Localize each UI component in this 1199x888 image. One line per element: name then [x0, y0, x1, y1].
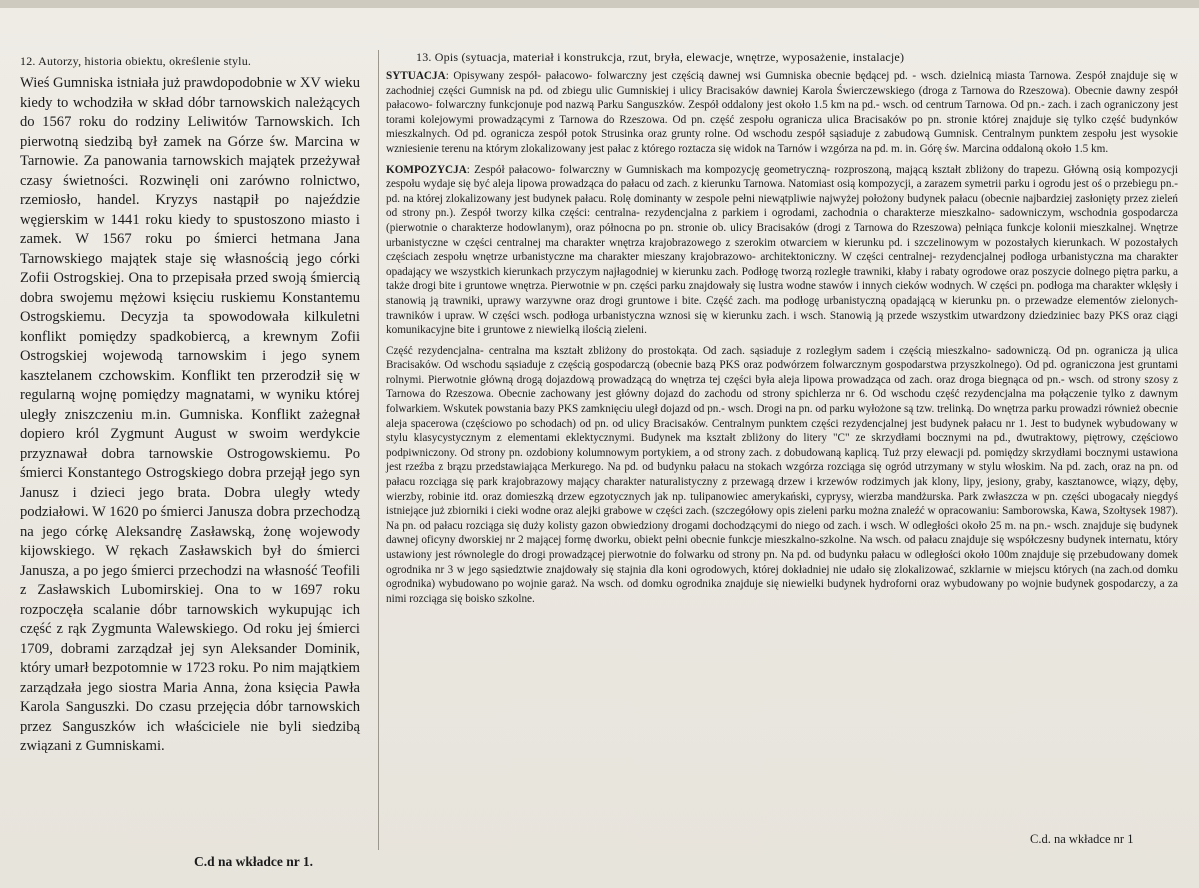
column-divider	[378, 50, 379, 850]
scan-edge	[0, 0, 1199, 8]
continuation-note-left: C.d na wkładce nr 1.	[194, 854, 314, 869]
history-text: Wieś Gumniska istniała już prawdopodobnie w XV wieku kiedy to wchodziła w skład dóbr tarnowskich należących do 1567 roku do rodziny Leliwitów Tarnowskich. Ich pierwotną siedzibą był zamek na Górze św. Marcina w Tarnowie. Za panowania tarnowskich majątek przeżywał czasy świetności. Rozwinęli oni zarówno rolnictwo, rzemiosło, handel. Kryzys nastąpił po najeździe węgierskim w 1441 roku kiedy to spustoszono miasto i zamek. W 1567 roku po śmierci hetmana Jana Tarnowskiego majątek staje się własnością jego córki Zofii Ostrogskiej. Ona to przepisała przed swoją śmiercią dobra swojemu mężowi księciu ruskiemu Konstantemu Ostrogskiemu. Decyzja ta spowodowała kilkuletni konflikt pomiędzy spadkobiercą, a krewnym Zofii Ostrogskiej wojewodą tarnowskim i jego synem kasztelanem czchowskim. Konflikt ten przerodził się w regularną wojnę pomiędzy magnatami, w wyniku której uległy zniszczeniu m.in. Gumniska. Konflikt zażegnał dopiero król Zygmunt August w swoim werdykcie przyznawał dobra tarnowskie Ostrogowskiemu. Po śmierci Konstantego Ostrogskiego dobra przejął jego syn Janusz i dzieci jego brata. Dobra uległy wtedy podziałowi. W 1620 po śmierci Janusza dobra przechodzą na jego córkę Aleksandrę Zasławską, żonę wojewody kijowskiego. W rękach Zasławskich był do śmierci Janusza, a po jego śmierci przechodzi na własność Teofili z Zasławskich Lubomirskiej. Ona to w 1697 roku rozpoczęła scalanie dóbr tarnowskich wykupując ich część z rąk Zygmunta Walewskiego. Od roku jej śmierci 1709, dobrami zarządzał jej syn Aleksander Dominik, który umarł bezpotomnie w 1723 roku. Po nim majątkiem zarządzała jego siostra Maria Anna, żona księcia Pawła Karola Sanguszki. Do czasu przejęcia dóbr tarnowskich przez Sanguszków ich właściciele nie byli siedzibą związani z Gumniskami.	[20, 75, 361, 754]
continuation-note-right: C.d. na wkładce nr 1	[1030, 832, 1134, 846]
description-column	[386, 50, 1178, 862]
kompozycja-paragraph	[386, 163, 1178, 338]
history-heading: 12. Autorzy, historia obiektu, określenie stylu.	[20, 54, 252, 68]
sytuacja-text: : Opisywany zespół- pałacowo- folwarczny jest częścią dawnej wsi Gumniska obecnie będącej pd. - wsch. dzielnicą miasta Tarnowa. Zespół znajduje się w zachodniej części Gumnisk na pd. od zbiegu ulic Gumniskiej i ulicy Bracisaków dawniej Karola Świerczewskiego (droga z Tarnowa do Rzeszowa). Obecnie dawny zespół pałacowo- folwarczny funkcjonuje pod nazwą Parku Sanguszków. Zespół oddalony jest około 1.5 km na pd.- wsch. od centrum Tarnowa. Od pn.- zach. i zach ograniczony jest torami kolejowymi prowadzącymi z Tarnowa do Rzeszowa. Od pn. część zespołu ogranicza ulica Bracisaków po pn. stronie której znajduje się tylko część budynków mieszkalnych. Od pd. ogranicza zespół potok Strusinka oraz grunty rolne. Od wschodu zespół sąsiaduje z zabudową Gumnisk. Centralnym punktem zespołu jest wysokie wzniesienie terenu na którym zlokalizowany jest pałac z którego roztacza się widok na Tarnów i wzgórza na pd. m. in. Górę św. Marcina oddaloną około 1.5 km.	[386, 70, 1178, 155]
rezydencja-paragraph: Część rezydencjalna- centralna ma kształt zbliżony do prostokąta. Od zach. sąsiaduje z rozległym sadem i częścią mieszkalno- sadowniczą. Od pn. ogranicza ją ulica Bracisaków. Od wschodu sąsiaduje z częścią gospodarczą (obecnie bazą PKS oraz podwórzem folwarcznym gospodarstwa przyszkolnego). Od pd. ograniczona jest gruntami rolnymi. Pierwotnie główną drogą dojazdową prowadzącą do wnętrza tej części była aleja lipowa prowadząca od zach. oraz droga biegnąca od pn.- wsch. od strony szosy z Tarnowa do Rzeszowa. Obecnie zachowany jest główny dojazd do zachodu od strony spichlerza nr 6. Od wschodu część rezydencjalna ma połączenie tylko z dawnym folwarkiem. Wskutek powstania bazy PKS zamknięciu uległ dojazd od pn.- wsch. Drogi na pn. od parku wyłożone są tzw. trelinką. Do wnętrza parku prowadzi również obecnie aleja spacerowa (częściowo po schodach) od pn. od ulicy Bracisaków. Centralnym punktem części rezydencjalnej jest budynek pałacu nr 1. Jest to budynek wybudowany w stylu klasycystycznym z elementami eklektycznymi. Budynek ma kształt zbliżony do litery "C" ze skrzydłami bocznymi na pd., dwutraktowy, piętrowy, częściowo podpiwniczony. Od strony pn. ozdobiony kolumnowym portykiem, a od strony zach. z dobudowaną kaplicą. Tuż przy elewacji pd. pomiędzy skrzydłami bocznymi ustawiona jest rzeźba z brązu przedstawiająca Merkurego. Na pd. od budynku pałacu na stokach wzgórza rozciąga się ogród utrzymany w stylu włoskim. Na pd. zach, oraz na pn. od pałacu rozciąga się park krajobrazowy mający charakter naturalistyczny z przewagą drzew i krzewów rodzimych jak klony, lipy, jesiony, graby, kasztanowce, wiązy, dęby, wierzby, robinie itd. oraz domieszką drzew egzotycznych jak np. tulipanowiec amerykański, cyprysy, wierzba mandżurska. Park zwłaszcza w pn. części ubogacały niegdyś istniejące już zbiorniki i cieki wodne oraz alejki grabowe w części zach. (szczegółowy opis zieleni parku można znaleźć w opracowaniu: Samborowska, Kawa, Szołtysek 1987). Na pn. od pałacu rozciąga się duży kolisty gazon obwiedziony drogami dochodzącymi do niego od zach. i wsch. W odległości około 25 m. na pn.- wsch. znajduje się budynek dawnej oficyny dworskiej nr 2 mającej formę dworku, obiekt pełni obecnie funkcje mieszkalno-szkolne. Na wsch. od pałacu znajduje się współczesny budynek internatu, który ustawiony jest równolegle do drogi prowadzącej pierwotnie do folwarku od strony pn. Na pd. od budynku pałacu w odległości około 100m znajduje się przebudowany domek ogrodnika nr 3 w jego sąsiedztwie znajdowały się stajnia dla koni ogrodowych, której dokładniej nie udało się zlokalizować, szklarnie w miejscu których (na zach.od domku ogrodnika) wybudowano po wojnie garaż. Na wsch. od domku ogrodnika znajduje się niewielki budynek hydroforni oraz wybudowany po wojnie budynek gospodarczy, a za nimi rozciąga się boisko szkolne.	[386, 344, 1178, 605]
history-column	[20, 56, 360, 868]
description-heading: 13. Opis (sytuacja, materiał i konstrukcja, rzut, bryła, elewacje, wnętrze, wyposażenie, instalacje)	[416, 50, 905, 64]
sytuacja-paragraph	[386, 69, 1178, 157]
kompozycja-text: : Zespół pałacowo- folwarczny w Gumniskach ma kompozycję geometryczną- rozproszoną, mającą kształt zbliżony do trapezu. Główną osią kompozycji zespołu wydaje się być aleja lipowa prowadząca do pałacu od zach. z kierunku Tarnowa. Natomiast osią kompozycji, a zarazem symetrii parku i ogrodu jest oś o przebiegu pn.- pd. na której zlokalizowany jest budynek pałacu. Rolę dominanty w zespole pełni niewątpliwie najwyżej położony budynek pałacu (obecnie najbardziej zasłonięty przez zieleń od strony pn.). Zespół tworzy kilka części: centralna- rezydencjalna z parkiem i ogrodami, zachodnia o charakterze mieszkalno- sadowniczym, wschodnia gospodarcza (pierwotnie o charakterze hodowlanym), oraz północna po pn. stronie ob. ulicy Bracisaków (drogi z Tarnowa do Rzeszowa) pełniąca funkcje kolonii mieszkalnej. Wnętrze urbanistyczne w części centralnej ma charakter wnętrza krajobrazowego z szerokim otwarciem w kierunku pd. i szczelinowym w pozostałych kierunkach. W pozostałych częściach zespołu wnętrze urbanistyczne ma charakter mieszany krajobrazowo- architektoniczny. W części centralnej- rezydencjalnej podłoga urbanistyczna ma charakter opadający we wszystkich kierunkach przyczym najłagodniej w kierunku zach. Podłogę tworzą rozległe trawniki, kłaby i rabaty ogrodowe oraz poszycie dolnego piętra parku, a także drogi bite i gruntowe wnętrza. Pierwotnie w pn. części parku znajdowały się lustra wodne stawów i innych cieków wodnych. W części pn. podłoga ma charakter wklęsły i stanowią ją trawniki, uprawy warzywne oraz drogi gruntowe i bite. Część zach. ma podłogę urbanistyczną opadającą w kierunku pn. o przewadze elementów zielonych- trawników i upraw. W części wsch. podłoga urbanistyczna wznosi się w kierunku zach. i wsch. Stanowią ją przede wszystkim utwardzony dziedziniec bazy PKS oraz ciągi komunikacyjne bite i gruntowe z niewielką ilością zieleni.	[386, 163, 1178, 337]
sytuacja-label: SYTUACJA	[386, 70, 446, 82]
kompozycja-label: KOMPOZYCJA	[386, 163, 467, 176]
